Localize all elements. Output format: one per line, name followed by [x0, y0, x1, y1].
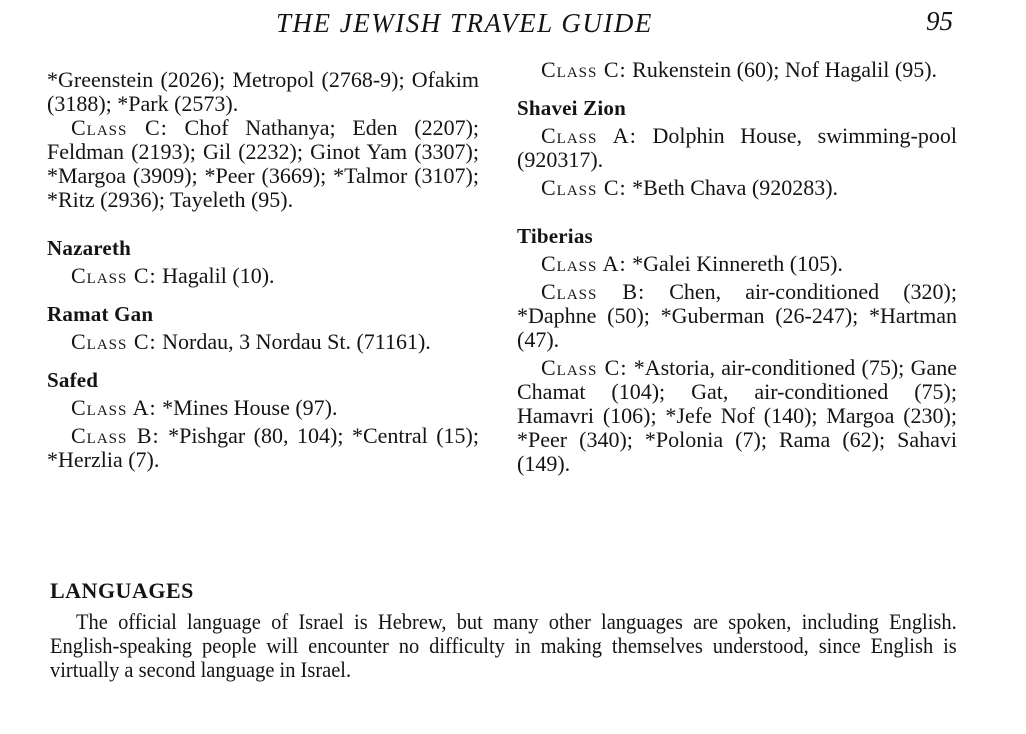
- hotel-class-entry: [517, 252, 957, 276]
- hotel-class-entry: [517, 124, 957, 172]
- city-heading: Nazareth: [47, 236, 132, 260]
- section-body: The official language of Israel is Hebrew, but many other languages are spoken, including English. English-speaking people will encounter no difficulty in making themselves understood, since English is virtually a second language in Israel.: [50, 609, 957, 682]
- hotel-class-entry: [47, 396, 479, 420]
- class-label: Class A:: [71, 395, 157, 420]
- class-label: Class B:: [71, 423, 160, 448]
- city-section-shavei-zion: [517, 96, 957, 200]
- city-heading: Shavei Zion: [517, 96, 626, 120]
- hotel-list: Dolphin House, swimming-pool (920317).: [517, 123, 957, 172]
- city-heading: Tiberias: [517, 224, 593, 248]
- hotel-list: Nordau, 3 Nordau St. (71161).: [156, 329, 431, 354]
- class-label: Class C:: [541, 175, 627, 200]
- class-label: Class A:: [541, 251, 627, 276]
- class-label: Class C:: [71, 263, 157, 288]
- city-section-safed: [47, 368, 479, 472]
- class-label: Class A:: [541, 123, 637, 148]
- hotel-list: *Pishgar (80, 104); *Central (15); *Herzlia (7).: [47, 423, 479, 472]
- city-section-tiberias: [517, 224, 957, 476]
- right-column: [517, 58, 957, 476]
- hotel-list: *Beth Chava (920283).: [626, 175, 839, 200]
- class-label: Class C:: [71, 329, 157, 354]
- languages-section: [50, 578, 955, 682]
- hotel-list: Chof Nathanya; Eden (2207); Feldman (2193); Gil (2232); Ginot Yam (3307); *Margoa (3909); *Peer (3669); *Talmor (3107); *Ritz (2936); Tayeleth (95).: [47, 115, 480, 212]
- city-heading: Safed: [47, 368, 99, 392]
- hotel-list: Hagalil (10).: [156, 263, 275, 288]
- city-heading: Ramat Gan: [47, 302, 154, 326]
- city-section-nazareth: [47, 236, 479, 288]
- left-column: [47, 68, 479, 472]
- hotel-class-entry: [47, 330, 479, 354]
- class-label: Class C:: [541, 355, 628, 380]
- hotel-list: *Galei Kinnereth (105).: [626, 251, 843, 276]
- hotel-class-entry: [47, 424, 479, 472]
- class-label: Class C:: [541, 57, 627, 82]
- hotel-list: *Mines House (97).: [156, 395, 338, 420]
- city-section-ramat-gan: [47, 302, 479, 354]
- running-title: THE JEWISH TRAVEL GUIDE: [276, 8, 653, 38]
- hotel-class-entry: [517, 280, 957, 352]
- hotel-class-entry: [517, 356, 957, 476]
- section-heading: LANGUAGES: [50, 578, 194, 603]
- hotel-list: Chen, air-conditioned (320); *Daphne (50); *Guberman (26-247); *Hartman (47).: [517, 279, 957, 352]
- class-label: Class C:: [71, 115, 168, 140]
- hotel-class-entry: [517, 58, 957, 82]
- hotel-list: *Astoria, air-conditioned (75); Gane Chamat (104); Gat, air-conditioned (75); Hamavri (106); *Jefe Nof (140); Margoa (230); *Peer (340); *Polonia (7); Rama (62); Sahavi (149).: [517, 355, 958, 476]
- continued-hotel-list: *Greenstein (2026); Metropol (2768-9); Ofakim (3188); *Park (2573).: [47, 67, 479, 116]
- page-number: 95: [926, 6, 953, 36]
- hotel-list: Rukenstein (60); Nof Hagalil (95).: [626, 57, 938, 82]
- hotel-class-entry: [47, 264, 479, 288]
- hotel-class-entry: [517, 176, 957, 200]
- class-label: Class B:: [541, 279, 646, 304]
- hotel-class-entry: [47, 116, 479, 212]
